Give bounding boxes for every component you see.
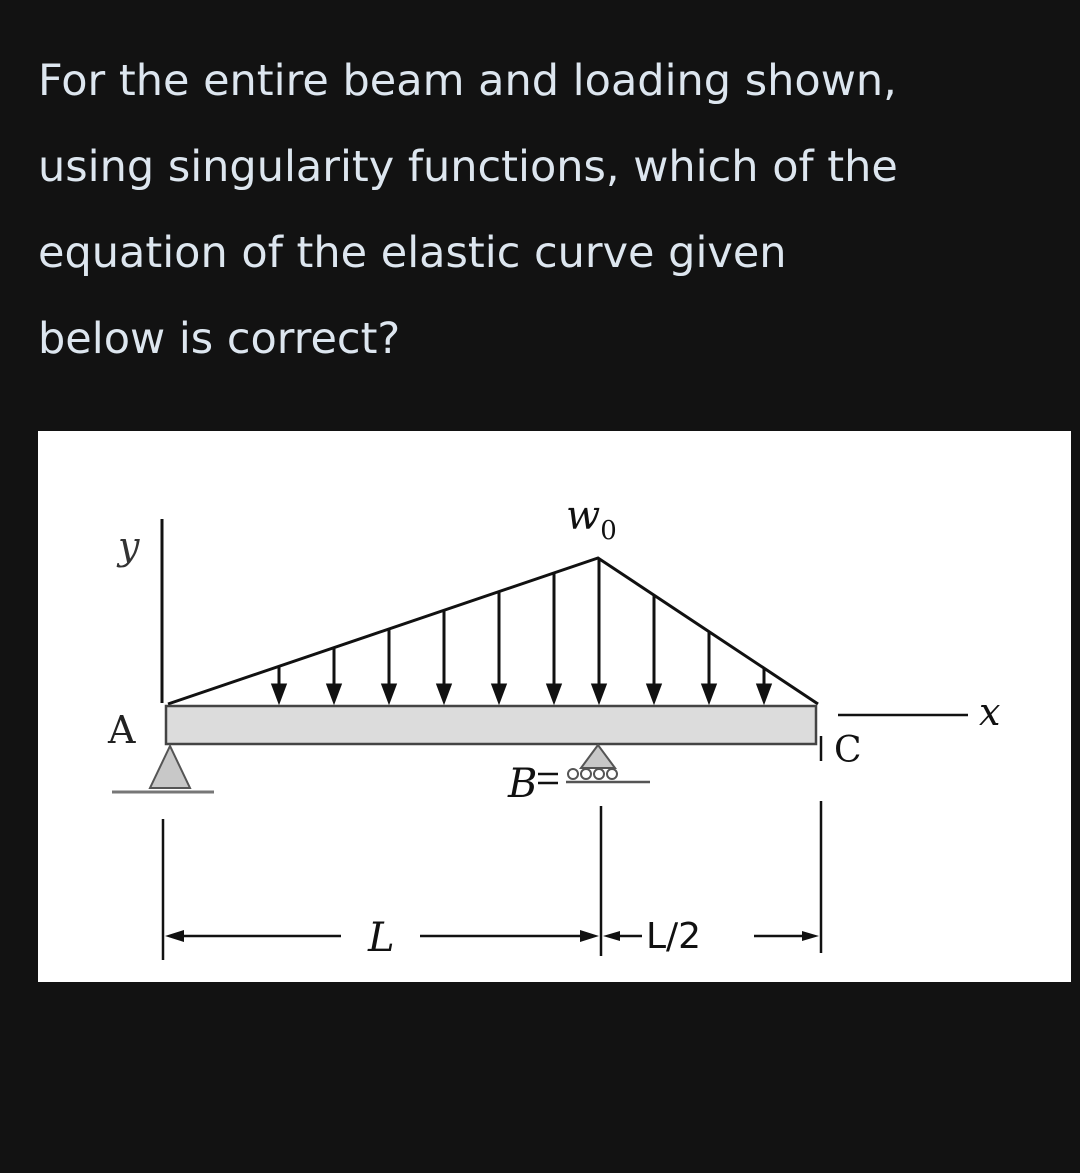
load-arrow-head bbox=[383, 685, 395, 701]
beam bbox=[166, 706, 816, 744]
load-arrow-head bbox=[593, 685, 605, 701]
point-b-label: B bbox=[508, 761, 538, 807]
question-line-3: equation of the elastic curve given bbox=[38, 228, 787, 278]
load-peak-symbol: w bbox=[566, 493, 601, 539]
load-arrow-head bbox=[438, 685, 450, 701]
load-outline bbox=[168, 558, 818, 704]
x-axis-label: x bbox=[979, 690, 1001, 734]
load-arrow-head bbox=[493, 685, 505, 701]
load-peak-label bbox=[566, 493, 617, 546]
question-line-2: using singularity functions, which of the bbox=[38, 142, 898, 192]
question-line-4: below is correct? bbox=[38, 314, 401, 364]
dim-l-arrow-right bbox=[580, 930, 599, 942]
load-arrow-head bbox=[328, 685, 340, 701]
support-b-rollers bbox=[568, 769, 617, 779]
beam-figure bbox=[38, 431, 1071, 982]
load-arrow-head bbox=[273, 685, 285, 701]
load-arrow-head bbox=[548, 685, 560, 701]
question-line-1: For the entire beam and loading shown, bbox=[38, 56, 897, 106]
dim-l2-arrow-right bbox=[802, 931, 819, 941]
load-arrows bbox=[273, 559, 770, 701]
dim-l-arrow-left bbox=[165, 930, 184, 942]
beam-diagram bbox=[38, 431, 1071, 982]
question-text bbox=[38, 38, 1058, 382]
support-a-pin bbox=[150, 746, 190, 788]
load-arrow-head bbox=[703, 685, 715, 701]
point-a-label: A bbox=[108, 708, 136, 752]
support-b-roller bbox=[581, 745, 615, 768]
load-peak-subscript: 0 bbox=[600, 516, 617, 546]
dim-l-label: L bbox=[368, 915, 395, 961]
y-axis-label: y bbox=[118, 524, 140, 568]
dim-l2-label: L/2 bbox=[646, 916, 702, 957]
load-arrow-head bbox=[758, 685, 770, 701]
point-c-label: C bbox=[834, 730, 862, 771]
load-arrow-head bbox=[648, 685, 660, 701]
